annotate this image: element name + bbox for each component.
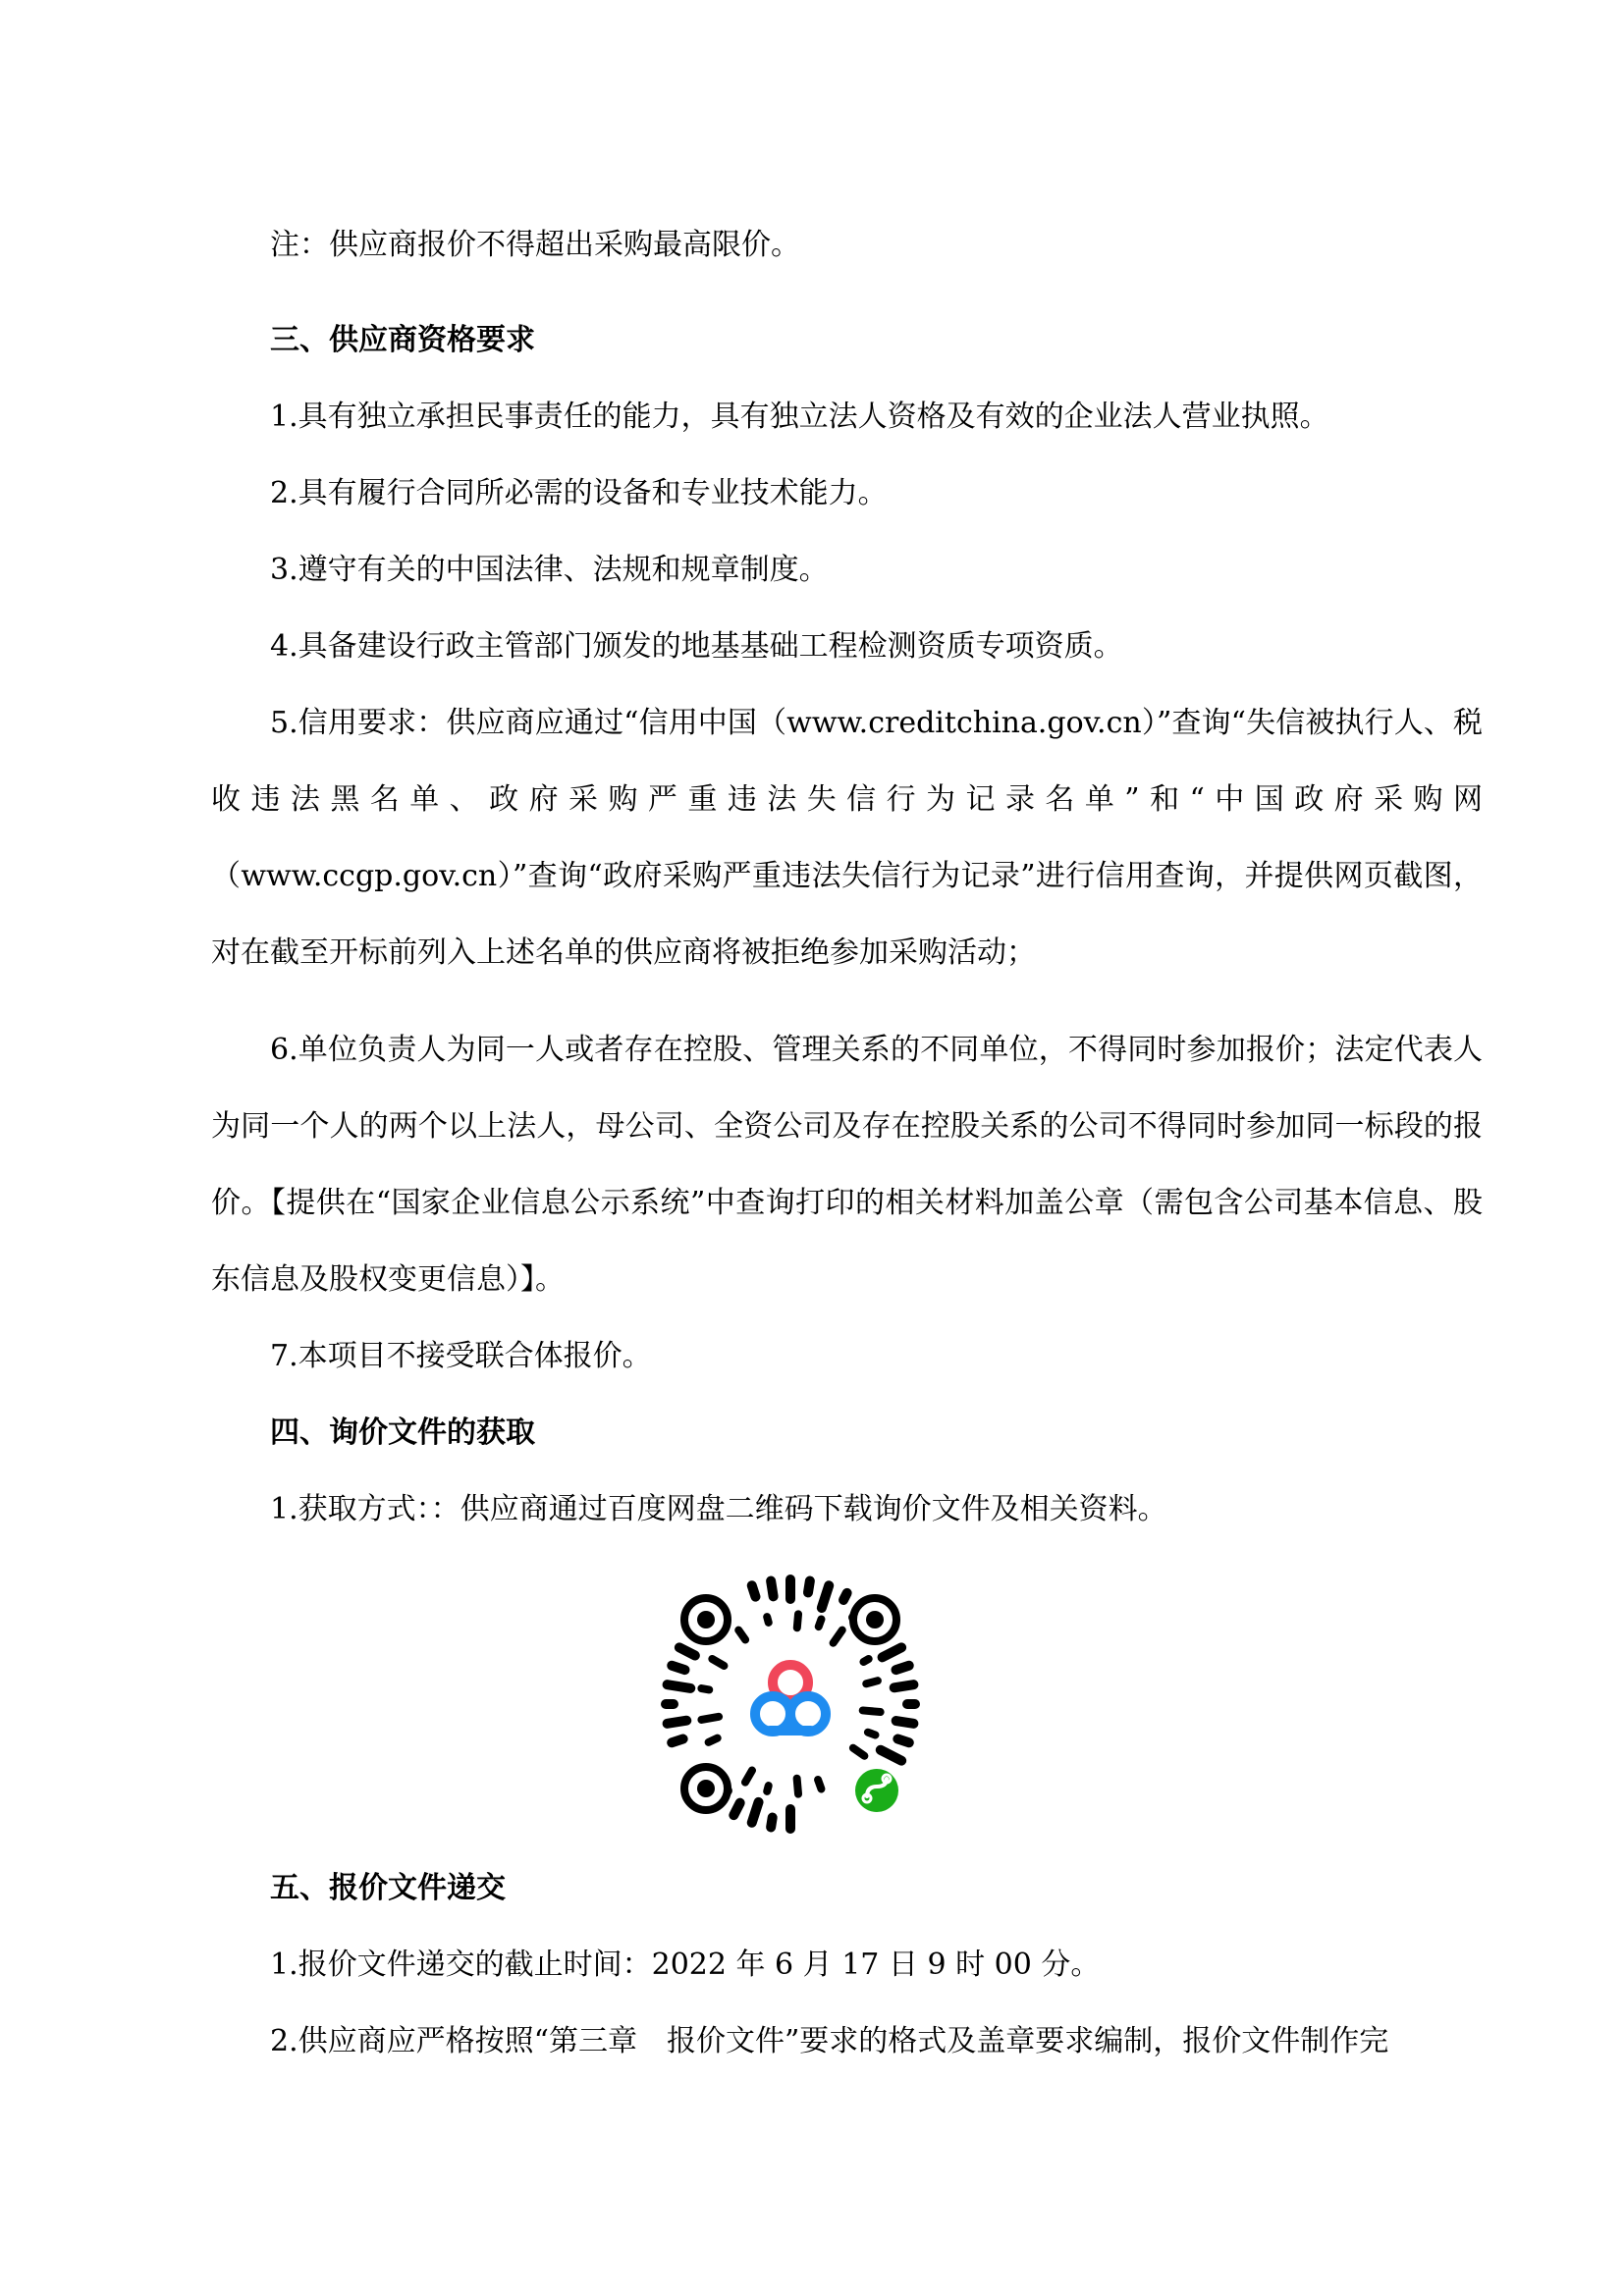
baidu-netdisk-qr-code[interactable] [655, 1569, 926, 1840]
qr-code-icon [655, 1569, 926, 1840]
acquisition-method: 1.获取方式：：供应商通过百度网盘二维码下载询价文件及相关资料。 [270, 1492, 1167, 1526]
section-3-title: 三、供应商资格要求 [270, 323, 535, 357]
section-5 [211, 1850, 1483, 2080]
price-note: 注：供应商报价不得超出采购最高限价。 [270, 228, 800, 262]
section-5-title: 五、报价文件递交 [270, 1871, 506, 1905]
baidu-netdisk-logo-icon [733, 1647, 847, 1761]
requirement-4: 4.具备建设行政主管部门颁发的地基基础工程检测资质专项资质。 [270, 629, 1123, 664]
requirement-1: 1.具有独立承担民事责任的能力，具有独立法人资格及有效的企业法人营业执照。 [270, 400, 1329, 434]
requirement-3: 3.遵守有关的中国法律、法规和规章制度。 [270, 553, 829, 587]
mini-program-badge-icon [851, 1765, 902, 1816]
requirement-5: 5.信用要求：供应商应通过“信用中国（www.creditchina.gov.cn）”查询“失信被执行人、税收违法黑名单、政府采购严重违法失信行为记录名单”和“中国政府采购网（www.ccgp.gov.cn）”查询“政府采购严重违法失信行为记录”进行信用查询，并提供网页截图，对在截至开标前列入上述名单的供应商将被拒绝参加采购活动； [211, 706, 1483, 970]
section-4-title: 四、询价文件的获取 [270, 1415, 535, 1450]
section-3-continued [211, 1012, 1483, 1548]
section-3 [211, 302, 1483, 991]
requirement-2: 2.具有履行合同所必需的设备和专业技术能力。 [270, 476, 888, 510]
requirement-6: 6.单位负责人为同一人或者存在控股、管理关系的不同单位，不得同时参加报价；法定代表人为同一个人的两个以上法人，母公司、全资公司及存在控股关系的公司不得同时参加同一标段的报价。【提供在“国家企业信息公示系统”中查询打印的相关材料加盖公章（需包含公司基本信息、股东信息及股权变更信息）】。 [211, 1033, 1483, 1297]
submission-format: 2.供应商应严格按照“第三章 报价文件”要求的格式及盖章要求编制，报价文件制作完 [270, 2024, 1389, 2058]
requirement-7: 7.本项目不接受联合体报价。 [270, 1339, 652, 1373]
note-block [211, 207, 1483, 284]
submission-deadline: 1.报价文件递交的截止时间：2022 年 6 月 17 日 9 时 00 分。 [270, 1948, 1101, 1982]
